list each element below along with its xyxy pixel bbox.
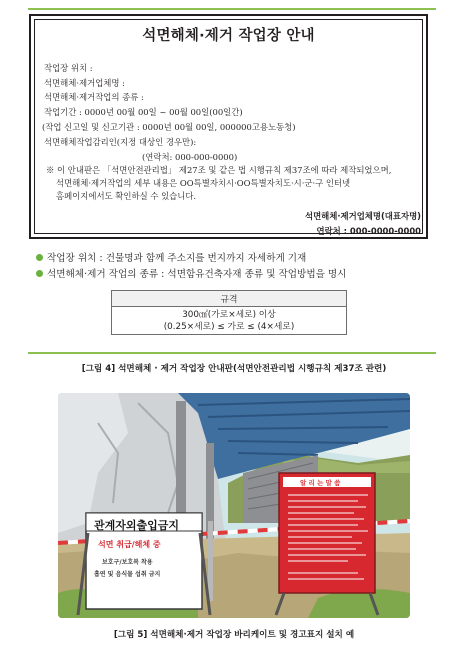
- sign-line-supervisor: 석면해체작업감리인(지정 대상인 경우만):: [44, 137, 197, 147]
- spec-table-header: 규격: [112, 291, 347, 307]
- barricade-sign-no-eating: 흡연 및 음식물 섭취 금지: [94, 571, 161, 578]
- notice-sign-title: 석면해체·제거 작업장 안내: [142, 28, 315, 44]
- warning-board-title: 알 리 는 말 씀: [300, 479, 341, 487]
- sign-note-line-3: 홈페이지에서도 확인하실 수 있습니다.: [56, 191, 197, 201]
- sign-note-line-1: ※ 이 안내판은 「석면안전관리법」 제27조 및 같은 법 시행규칙 제37조에 따라 제작되었으며,: [46, 165, 392, 175]
- barricade-sign-warning: 석면 취급/해체 중: [98, 540, 161, 549]
- sign-contact: 연락처 : 000-0000-0000: [316, 226, 421, 236]
- sign-company-name: 석면해체·제거업체명(대표자명): [304, 211, 421, 221]
- spec-line-area: 300㎠(가로×세로) 이상: [182, 310, 276, 320]
- figure-5-caption: [그림 5] 석면해체·제거 작업장 바리케이트 및 경고표지 설치 예: [113, 630, 355, 640]
- sign-line-report: (작업 신고일 및 신고기관 : 0000년 00월 00일, 000000고용노동청): [42, 122, 296, 132]
- barricade-scene-svg: [58, 393, 410, 618]
- sign-line-work-type: 석면해체·제거작업의 종류 :: [44, 92, 144, 102]
- spec-table-cell: [112, 307, 347, 335]
- bullet-item-location: [36, 250, 306, 264]
- bullet-text: 석면해체·제거 작업의 종류 : 석면함유건축자재 종류 및 작업방법을 명시: [47, 269, 347, 280]
- bullet-text: 작업장 위치 : 건물명과 함께 주소지를 번지까지 자세하게 기재: [47, 253, 307, 264]
- sign-line-period: 작업기간 : 0000년 00월 00일 ~ 00월 00일(00일간): [44, 107, 243, 117]
- bullet-item-work-type: [36, 266, 346, 280]
- bullet-dot-icon: [36, 270, 43, 277]
- sign-line-company: 석면해체·제거업체명 :: [44, 78, 125, 88]
- barricade-sign-ppe: 보호구/보호복 착용: [102, 559, 153, 566]
- barricade-illustration: [58, 393, 410, 618]
- figure-4-caption: [그림 4] 석면해체 · 제거 작업장 안내판(석면안전관리법 시행규칙 제37조 관련): [81, 364, 387, 374]
- spec-line-ratio: (0.25×세로) ≤ 가로 ≤ (4×세로): [163, 322, 295, 332]
- sign-line-supervisor-contact: (연락처: 000-000-0000): [142, 152, 238, 162]
- spec-table: [111, 290, 347, 335]
- sign-note-line-2: 석면해체·제거작업의 세부 내용은 OO특별자치시·OO특별자치도·시·군·구 인터넷: [56, 178, 351, 188]
- bullet-dot-icon: [36, 254, 43, 261]
- top-rule: [28, 8, 436, 10]
- barricade-sign-title: 관계자외출입금지: [94, 519, 180, 532]
- section-rule: [28, 352, 436, 354]
- sign-line-location: 작업장 위치 :: [44, 63, 93, 73]
